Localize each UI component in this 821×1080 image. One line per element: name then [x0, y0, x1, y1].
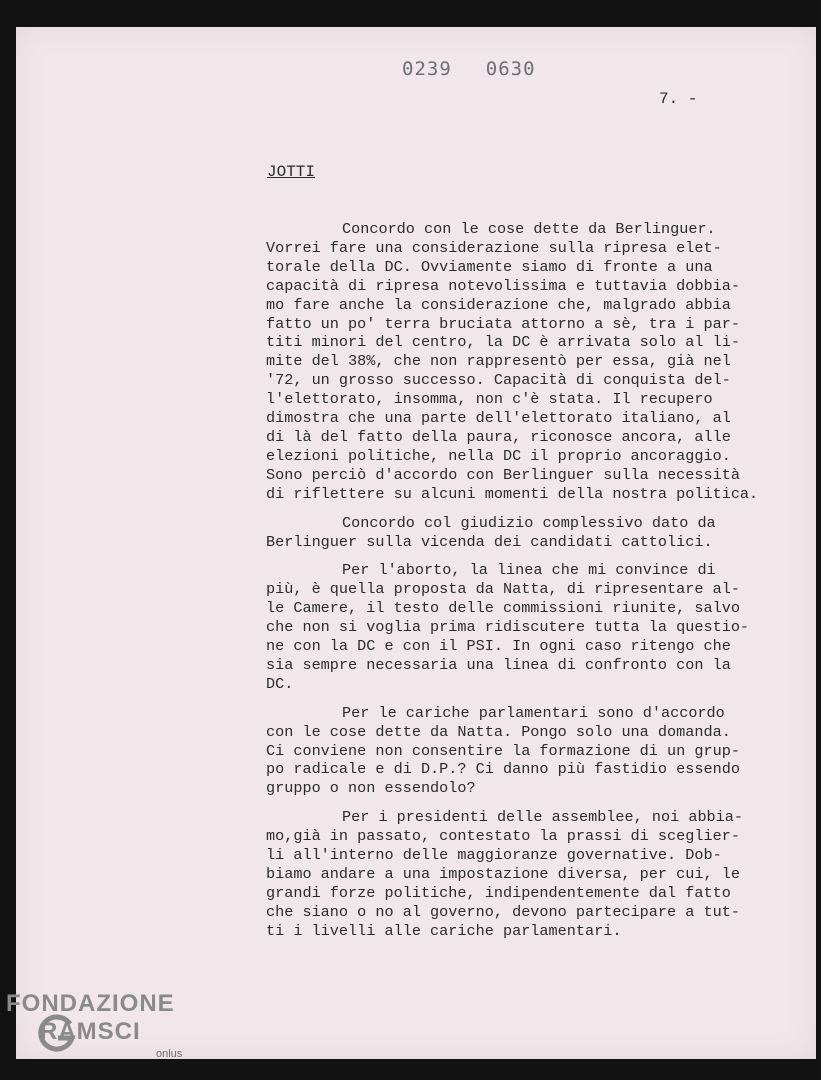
- paragraph: [266, 808, 786, 940]
- archive-number-part: 0239: [402, 58, 452, 80]
- text-line: con le cose dette da Natta. Pongo solo una domanda.: [266, 722, 731, 741]
- text-line: titi minori del centro, la DC è arrivata solo al li-: [266, 333, 740, 352]
- speaker-heading: JOTTI: [267, 163, 316, 181]
- text-line: gruppo o non essendolo?: [266, 779, 476, 798]
- text-line: Vorrei fare una considerazione sulla ripresa elet-: [266, 238, 722, 257]
- text-line: Concordo col giudizio complessivo dato da: [342, 513, 716, 532]
- archive-number: [402, 58, 570, 80]
- text-line: Per le cariche parlamentari sono d'accordo: [342, 703, 725, 722]
- text-line: torale della DC. Ovviamente siamo di fronte a una: [266, 257, 713, 276]
- document-body: [266, 220, 786, 951]
- text-line: Per i presidenti delle assemblee, noi abbia-: [342, 808, 744, 827]
- text-line: '72, un grosso successo. Capacità di conquista del-: [266, 371, 731, 390]
- text-line: che non si voglia prima ridiscutere tutta la questio-: [266, 618, 750, 637]
- text-line: sia sempre necessaria una linea di confronto con la: [266, 655, 731, 674]
- logo-line-2: RAMSCI: [40, 1018, 141, 1045]
- text-line: fatto un po' terra bruciata attorno a sè, tra i par-: [266, 314, 740, 333]
- text-line: di riflettere su alcuni momenti della nostra politica.: [266, 484, 759, 503]
- foundation-logo: [6, 990, 206, 1080]
- text-line: elezioni politiche, nella DC il proprio ancoraggio.: [266, 446, 731, 465]
- text-line: DC.: [266, 674, 294, 693]
- text-line: Ci conviene non consentire la formazione di un grup-: [266, 741, 740, 760]
- text-line: li all'interno delle maggioranze governative. Dob-: [266, 846, 722, 865]
- text-line: po radicale e di D.P.? Ci danno più fastidio essendo: [266, 760, 740, 779]
- paragraph: [266, 220, 786, 504]
- logo-line-1: FONDAZIONE: [6, 990, 175, 1017]
- text-line: le Camere, il testo delle commissioni riunite, salvo: [266, 599, 740, 618]
- text-line: ti i livelli alle cariche parlamentari.: [266, 921, 622, 940]
- text-line: l'elettorato, insomma, non c'è stata. Il recupero: [266, 390, 713, 409]
- text-line: mo,già in passato, contestato la prassi di sceglier-: [266, 827, 740, 846]
- text-line: di là del fatto della paura, riconosce ancora, alle: [266, 427, 731, 446]
- paragraph: [266, 704, 786, 799]
- page-number: 7. -: [659, 90, 698, 108]
- text-line: Berlinguer sulla vicenda dei candidati cattolici.: [266, 532, 713, 551]
- text-line: che siano o no al governo, devono partecipare a tut-: [266, 902, 740, 921]
- archive-number-part: 0630: [485, 58, 536, 80]
- text-line: mo fare anche la considerazione che, malgrado abbia: [266, 295, 731, 314]
- text-line: mite del 38%, che non rappresentò per essa, già nel: [266, 352, 731, 371]
- text-line: grandi forze politiche, indipendentemente dal fatto: [266, 883, 731, 902]
- text-line: capacità di ripresa notevolissima e tuttavia dobbia-: [266, 276, 740, 295]
- text-line: ne con la DC e con il PSI. In ogni caso ritengo che: [266, 637, 731, 656]
- text-line: Per l'aborto, la linea che mi convince di: [342, 561, 716, 580]
- text-line: dimostra che una parte dell'elettorato italiano, al: [266, 409, 731, 428]
- text-line: biamo andare a una impostazione diversa, per cui, le: [266, 865, 740, 883]
- paragraph: [266, 561, 786, 693]
- text-line: più, è quella proposta da Natta, di ripresentare al-: [266, 580, 740, 599]
- logo-line-3: onlus: [156, 1048, 183, 1060]
- paragraph: [266, 514, 786, 552]
- text-line: Concordo con le cose dette da Berlinguer.: [342, 220, 716, 238]
- text-line: Sono perciò d'accordo con Berlinguer sulla necessità: [266, 465, 740, 484]
